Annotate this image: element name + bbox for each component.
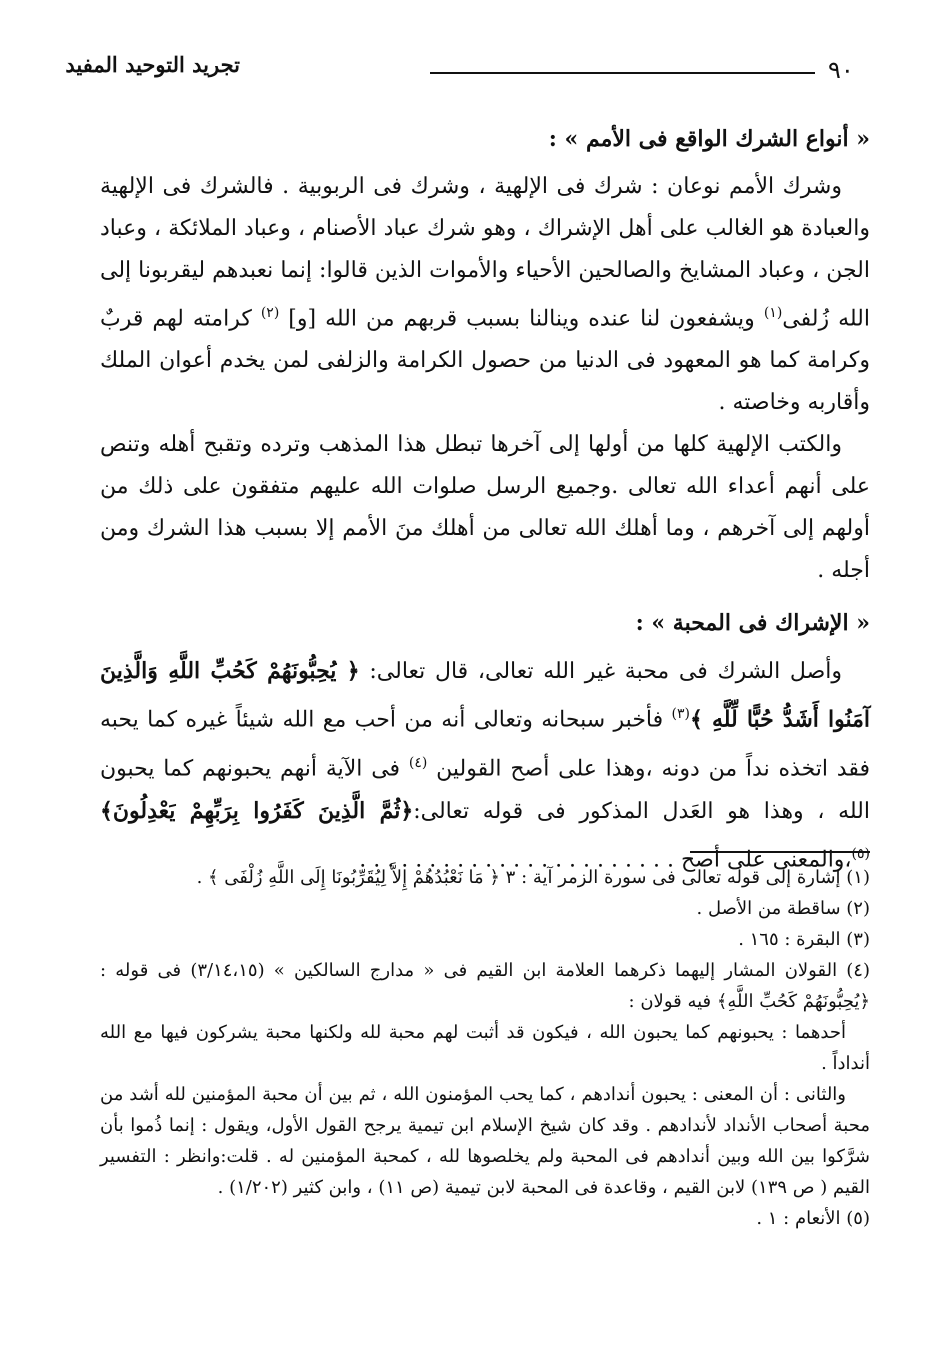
text-run: فى الآية أنهم يحبونهم كما يحبون الله ، وهذا هو العَدل المذكور فى قوله تعالى: xyxy=(100,755,870,824)
footnote-separator xyxy=(690,851,870,853)
footnotes xyxy=(100,862,870,1234)
footnote-ref-4: (٤) xyxy=(408,754,428,771)
footnote-ref-1: (١) xyxy=(763,305,783,321)
section-heading-love-shirk: « الإشراك فى المحبة » : xyxy=(635,610,870,637)
text-run: وشرك الأمم نوعان : شرك فى الإلهية ، وشرك فى الربوبية . فالشرك فى الإلهية والعبادة هو الغالب على أهل الإشراك ، وهو شرك عباد الأصنام ، وعباد الملائكة ، وعباد الجن ، وعباد المشايخ والصالحين الأحياء والأموات الذين قالوا: إنما نعبدهم ليقربونا إلى الله زُلفى xyxy=(100,174,870,332)
page-number: ٩٠ xyxy=(828,56,854,84)
footnote-3: (٣) البقرة : ١٦٥ . xyxy=(738,929,870,950)
paragraph-love-shirk xyxy=(100,650,870,881)
footnote-4-first-view: أحدهما : يحبونهم كما يحبون الله ، فيكون قد أثبت لهم محبة لله ولكنها محبة يشركون فيها مع الله أنداداً . xyxy=(100,1022,870,1074)
running-title: تجريد التوحيد المفيد xyxy=(65,52,240,77)
text-run: ،والمعنى على أصح . . . . . . . . . . . . . . . . . . . . . . . xyxy=(359,847,852,873)
footnote-4-second-view: والثانى : أن المعنى : يحبون أندادهم ، كما يحب المؤمنون الله ، ثم بين أن محبة المؤمنين لله أشد من محبة أصحاب الأنداد لأندادهم . وقد كان شيخ الإسلام ابن تيمية يرجح القول الأول، ويقول : إنما ذُموا بأن شرَّكوا بين الله وبين أندادهم فى المحبة ولم يخلصوها لله ، كمحبة المؤمنين له . قلت:وانظر : التفسير القيم ( ص ١٣٩) لابن القيم ، وقاعدة فى المحبة لابن تيمية (ص ١١) ، وابن كثير (١/٢٠٢) . xyxy=(100,1084,870,1198)
paragraph-divine-books: والكتب الإلهية كلها من أولها إلى آخرها تبطل هذا المذهب وترده وتقبح أهله وتنص على أنهم أعداء الله تعالى .وجميع الرسل صلوات الله عليهم متفقون على ذلك من أولهم إلى آخرهم ، وما أهلك الله تعالى من أهلك منَ الأمم إلا بسبب هذا الشرك ومن أجله . xyxy=(100,432,870,584)
text-run: وأصل الشرك فى محبة غير الله تعالى، قال تعالى: xyxy=(359,659,842,685)
footnote-1: (١) إشارة إلى قوله تعالى فى سورة الزمر آية : ٣ ﴿ مَا نَعْبُدُهُمْ إِلاَّ لِيُقَرِّبُونَا إِلَى اللَّهِ زُلْفَى ﴾ . xyxy=(196,867,870,888)
footnote-ref-5: (٥) xyxy=(851,845,870,862)
page-header xyxy=(65,48,870,88)
text-run: ويشفعون لنا عنده وينالنا بسبب قربهم من الله [و] xyxy=(279,306,764,332)
section-heading-shirk-types: « أنواع الشرك الواقع فى الأمم » : xyxy=(548,126,870,152)
footnote-ref-2: (٢) xyxy=(260,305,280,321)
text-run: فأخبر سبحانه وتعالى أنه من أحب مع الله شيئاً غيره كما يحبه فقد اتخذه نداً من دونه ،وهذا على أصح القولين xyxy=(100,707,870,781)
footnote-2: (٢) ساقطة من الأصل . xyxy=(696,898,870,919)
main-text xyxy=(100,108,870,881)
footnote-4: (٤) القولان المشار إليهما ذكرهما العلامة ابن القيم فى « مدارج السالكين » (٣/١٤،١٥) فى قوله : ﴿يُحِبُّونَهُمْ كَحُبِّ اللَّهِ﴾ فيه قولان : xyxy=(100,960,870,1012)
footnote-5: (٥) الأنعام : ١ . xyxy=(756,1208,870,1229)
quran-verse-anam: ﴿ثُمَّ الَّذِينَ كَفَرُوا بِرَبِّهِمْ يَعْدِلُونَ﴾ xyxy=(100,797,414,824)
footnote-ref-3: (٣) xyxy=(671,706,691,723)
quran-verse-baqarah: ﴿ يُحِبُّونَهُمْ كَحُبِّ اللَّهِ وَالَّذِينَ آمَنُوا أَشَدُّ حُبًّا لِّلَّهِ ﴾ xyxy=(100,658,871,733)
text-run: كرامته لهم قربٌ وكرامة كما هو المعهود فى الدنيا من حصول الكرامة والزلفى لمن يخدم أعوان الملك وأقاربه وخاصته . xyxy=(100,306,870,416)
paragraph-shirk-types xyxy=(100,166,870,424)
header-rule xyxy=(430,72,815,74)
